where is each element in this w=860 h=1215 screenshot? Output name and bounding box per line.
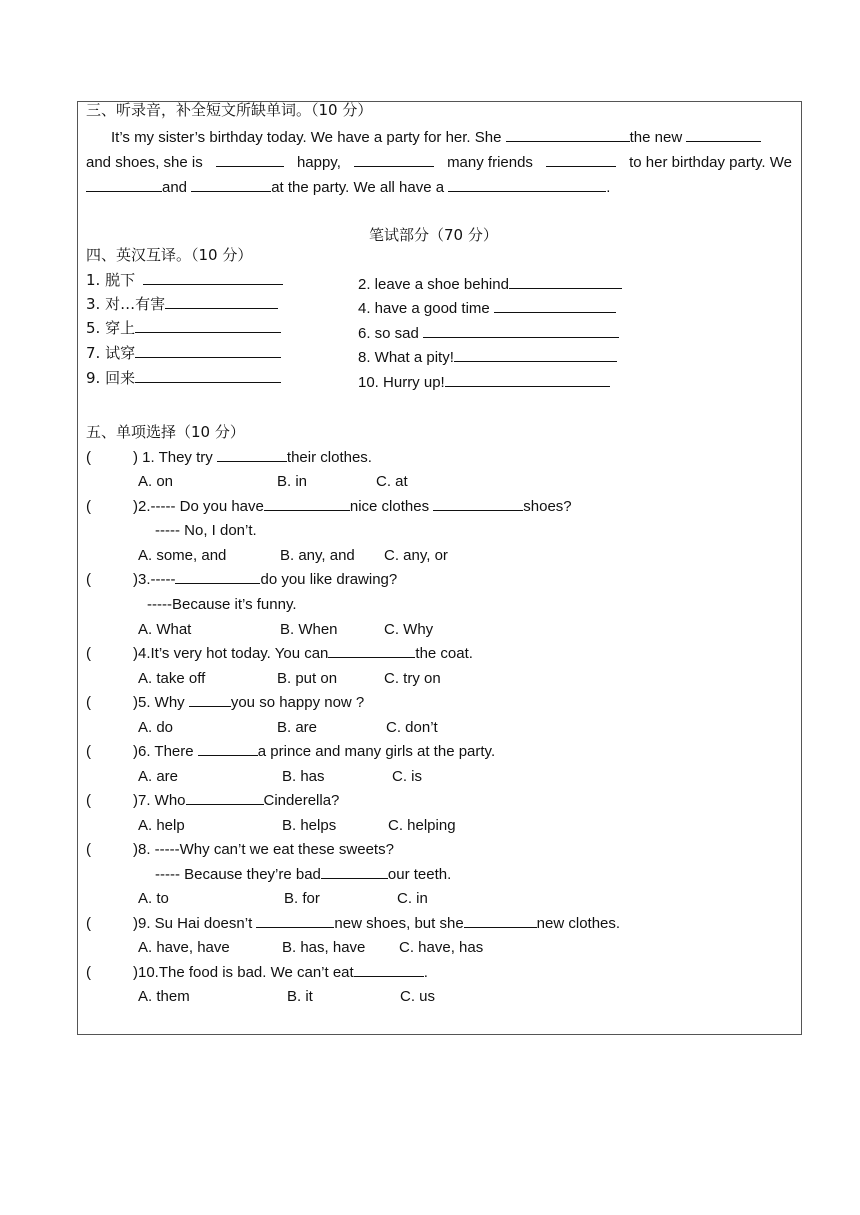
paren-open: ( (86, 743, 91, 760)
blank[interactable] (186, 791, 264, 805)
translation-item: 4. have a good time (358, 299, 616, 319)
paren-open: ( (86, 792, 91, 809)
option-a[interactable]: A. some, and (138, 547, 227, 564)
question: )10.The food is bad. We can’t eat . (133, 964, 428, 981)
option-a[interactable]: A. do (138, 719, 174, 736)
option-c[interactable]: C. any, or (384, 547, 448, 564)
paren-open: ( (86, 841, 91, 858)
blank[interactable] (216, 153, 284, 167)
question: )2.----- Do you have nice clothes shoes? (133, 498, 572, 515)
blank[interactable] (506, 128, 630, 142)
paren-open: ( (86, 964, 91, 981)
paren-open: ( (86, 645, 91, 662)
option-b[interactable]: B. put on (277, 670, 338, 687)
option-a[interactable]: A. them (138, 988, 190, 1005)
passage-line-2: and shoes, she is happy, many friends to her birthday party. We (86, 154, 792, 171)
option-c[interactable]: C. at (376, 473, 408, 490)
option-a[interactable]: A. are (138, 768, 179, 785)
option-c[interactable]: C. try on (384, 670, 441, 687)
translation-item: 10. Hurry up! (358, 373, 610, 393)
blank[interactable] (454, 348, 617, 362)
paren-open: ( (86, 915, 91, 932)
question: )3.----- do you like drawing? (133, 571, 398, 588)
blank[interactable] (165, 295, 278, 309)
blank[interactable] (135, 369, 281, 383)
translation-item: 7. 试穿 (86, 343, 281, 363)
blank[interactable] (86, 178, 162, 192)
question-reply: ----- No, I don’t. (155, 522, 257, 539)
blank[interactable] (189, 693, 231, 707)
option-c[interactable]: C. in (397, 890, 428, 907)
translation-item: 5. 穿上 (86, 318, 281, 338)
blank[interactable] (354, 153, 434, 167)
option-a[interactable]: A. have, have (138, 939, 230, 956)
section-4-title: 四、英汉互译。（10 分） (86, 246, 253, 264)
paren-open: ( (86, 498, 91, 515)
written-part-heading: 笔试部分（70 分） (369, 226, 498, 244)
question: ) 1. They try their clothes. (133, 449, 372, 466)
translation-item: 1. 脱下 (86, 270, 283, 290)
blank[interactable] (448, 178, 606, 192)
blank[interactable] (445, 373, 610, 387)
blank[interactable] (464, 914, 537, 928)
blank[interactable] (217, 448, 287, 462)
option-a[interactable]: A. on (138, 473, 174, 490)
option-b[interactable]: B. When (280, 621, 338, 638)
option-b[interactable]: B. for (284, 890, 320, 907)
translation-item: 3. 对…有害 (86, 294, 278, 314)
option-b[interactable]: B. in (277, 473, 308, 490)
translation-item: 2. leave a shoe behind (358, 275, 622, 295)
option-a[interactable]: A. help (138, 817, 185, 834)
blank[interactable] (423, 324, 619, 338)
question-reply: ----- Because they’re bad our teeth. (155, 866, 452, 883)
blank[interactable] (321, 865, 388, 879)
blank[interactable] (433, 497, 523, 511)
blank[interactable] (256, 914, 334, 928)
question: )4.It’s very hot today. You can the coat. (133, 645, 473, 662)
option-a[interactable]: A. What (138, 621, 192, 638)
option-b[interactable]: B. helps (282, 817, 337, 834)
option-c[interactable]: C. don’t (386, 719, 438, 736)
option-c[interactable]: C. Why (384, 621, 434, 638)
option-b[interactable]: B. it (287, 988, 313, 1005)
paren-open: ( (86, 449, 91, 466)
option-b[interactable]: B. has (282, 768, 325, 785)
blank[interactable] (328, 644, 415, 658)
passage-line-1: It’s my sister’s birthday today. We have a party for her. She the new (111, 128, 761, 148)
option-c[interactable]: C. is (392, 768, 422, 785)
blank[interactable] (686, 128, 761, 142)
blank[interactable] (135, 344, 281, 358)
blank[interactable] (264, 497, 350, 511)
blank[interactable] (175, 570, 260, 584)
blank[interactable] (494, 299, 616, 313)
blank[interactable] (198, 742, 258, 756)
section-5-title: 五、单项选择（10 分） (86, 423, 245, 441)
translation-item: 9. 回来 (86, 368, 281, 388)
question: )9. Su Hai doesn’t new shoes, but she new clothes. (133, 915, 621, 932)
option-c[interactable]: C. us (400, 988, 436, 1005)
question: )7. Who Cinderella? (133, 792, 340, 809)
option-c[interactable]: C. helping (388, 817, 456, 834)
option-b[interactable]: B. has, have (282, 939, 366, 956)
option-b[interactable]: B. are (277, 719, 318, 736)
question: )6. There a prince and many girls at the party. (133, 743, 496, 760)
translation-item: 8. What a pity! (358, 348, 617, 368)
option-b[interactable]: B. any, and (280, 547, 355, 564)
blank[interactable] (135, 319, 281, 333)
question-reply: -----Because it’s funny. (147, 596, 297, 613)
option-a[interactable]: A. to (138, 890, 169, 907)
paren-open: ( (86, 694, 91, 711)
blank[interactable] (509, 275, 622, 289)
option-a[interactable]: A. take off (138, 670, 206, 687)
question: )8. -----Why can’t we eat these sweets? (133, 841, 394, 858)
section-3-title: 三、听录音，补全短文所缺单词。（10 分） (86, 101, 373, 119)
question: )5. Why you so happy now ? (133, 694, 365, 711)
blank[interactable] (354, 963, 424, 977)
translation-item: 6. so sad (358, 324, 619, 344)
paren-open: ( (86, 571, 91, 588)
blank[interactable] (191, 178, 271, 192)
option-c[interactable]: C. have, has (399, 939, 484, 956)
passage-line-3: and at the party. We all have a . (86, 178, 610, 198)
blank[interactable] (143, 271, 283, 285)
blank[interactable] (546, 153, 616, 167)
